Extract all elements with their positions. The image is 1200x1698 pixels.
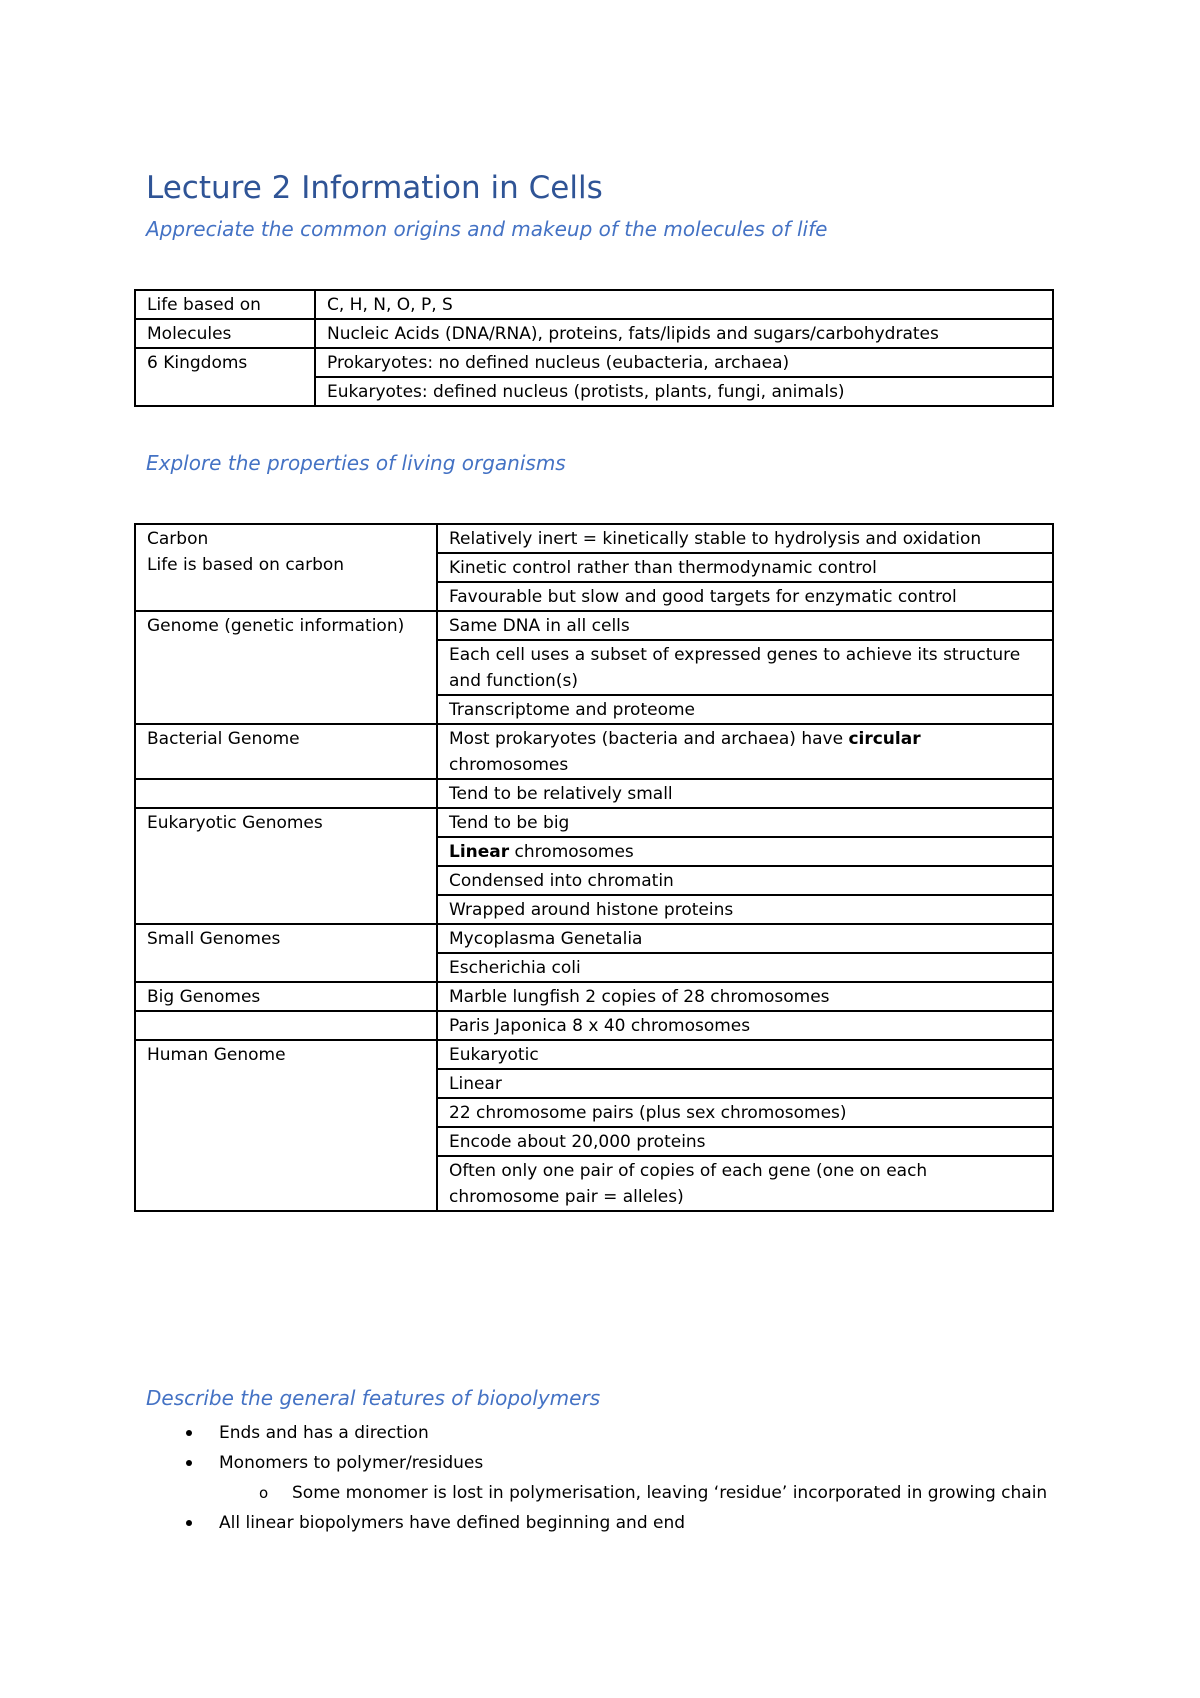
sub-list-item xyxy=(146,1478,1066,1508)
table-cell-empty xyxy=(135,779,437,808)
table-cell-value: Condensed into chromatin xyxy=(437,866,1053,895)
list-item-text: Some monomer is lost in polymerisation, leaving ‘residue’ incorporated in growing chain xyxy=(292,1483,1048,1503)
table-row xyxy=(135,808,1053,837)
section-heading-molecules: Appreciate the common origins and makeup of the molecules of life xyxy=(146,217,828,241)
table-cell-value: Same DNA in all cells xyxy=(437,611,1053,640)
table-cell-label xyxy=(135,524,437,611)
bullet-icon xyxy=(186,1460,192,1466)
text-run: chromosomes xyxy=(449,755,569,775)
table-row xyxy=(135,1011,1053,1040)
table-cell-value: Eukaryotic xyxy=(437,1040,1053,1069)
bold-text: Linear xyxy=(449,842,510,862)
carbon-sublabel: Life is based on carbon xyxy=(147,555,345,575)
table-cell-value: Favourable but slow and good targets for enzymatic control xyxy=(437,582,1053,611)
table-cell-value: Eukaryotes: defined nucleus (protists, plants, fungi, animals) xyxy=(315,377,1053,406)
table-row xyxy=(135,924,1053,953)
table-cell-value: Paris Japonica 8 x 40 chromosomes xyxy=(437,1011,1053,1040)
table-cell-value: Marble lungfish 2 copies of 28 chromosomes xyxy=(437,982,1053,1011)
table-row xyxy=(135,779,1053,808)
list-item xyxy=(146,1508,1066,1538)
table-cell-value: Transcriptome and proteome xyxy=(437,695,1053,724)
table-cell-empty xyxy=(135,1011,437,1040)
table-cell-label: Molecules xyxy=(135,319,315,348)
table-cell-value: Prokaryotes: no defined nucleus (eubacteria, archaea) xyxy=(315,348,1053,377)
table-row xyxy=(135,290,1053,319)
table-row xyxy=(135,319,1053,348)
table-cell-value: Escherichia coli xyxy=(437,953,1053,982)
list-item-text: All linear biopolymers have defined beginning and end xyxy=(219,1513,686,1533)
table-cell-label: Life based on xyxy=(135,290,315,319)
table-row xyxy=(135,348,1053,377)
text-run: Most prokaryotes (bacteria and archaea) have xyxy=(449,729,849,749)
table-cell-label: Bacterial Genome xyxy=(135,724,437,779)
table-cell-value: Relatively inert = kinetically stable to hydrolysis and oxidation xyxy=(437,524,1053,553)
table-row xyxy=(135,524,1053,553)
table-row xyxy=(135,611,1053,640)
table-row xyxy=(135,1040,1053,1069)
table-cell-value: Mycoplasma Genetalia xyxy=(437,924,1053,953)
table-cell-value: C, H, N, O, P, S xyxy=(315,290,1053,319)
table-cell-value: Tend to be relatively small xyxy=(437,779,1053,808)
page-title: Lecture 2 Information in Cells xyxy=(146,170,603,206)
table-cell-value: Kinetic control rather than thermodynamic control xyxy=(437,553,1053,582)
list-item xyxy=(146,1448,1066,1478)
table-cell-value: Wrapped around histone proteins xyxy=(437,895,1053,924)
list-item-text: Ends and has a direction xyxy=(219,1423,429,1443)
table-cell-value: Linear xyxy=(437,1069,1053,1098)
bullet-icon xyxy=(186,1520,192,1526)
properties-table xyxy=(134,523,1054,1212)
table-cell-value: Tend to be big xyxy=(437,808,1053,837)
list-item xyxy=(146,1418,1066,1448)
life-basics-table xyxy=(134,289,1054,407)
list-item-text: Monomers to polymer/residues xyxy=(219,1453,484,1473)
bullet-icon xyxy=(186,1430,192,1436)
table-cell-value xyxy=(437,724,1053,779)
biopolymer-bullet-list xyxy=(146,1418,1066,1538)
table-cell-label: Genome (genetic information) xyxy=(135,611,437,724)
bold-text: circular xyxy=(848,729,921,749)
table-row xyxy=(135,982,1053,1011)
circle-bullet-icon: o xyxy=(259,1484,269,1502)
table-cell-label: Human Genome xyxy=(135,1040,437,1211)
table-cell-value: 22 chromosome pairs (plus sex chromosomes) xyxy=(437,1098,1053,1127)
table-cell-label: 6 Kingdoms xyxy=(135,348,315,406)
carbon-label: Carbon xyxy=(147,529,209,549)
table-cell-label: Small Genomes xyxy=(135,924,437,982)
table-cell-value: Each cell uses a subset of expressed genes to achieve its structure and function(s) xyxy=(437,640,1053,695)
section-heading-properties: Explore the properties of living organisms xyxy=(146,451,566,475)
table-cell-value: Encode about 20,000 proteins xyxy=(437,1127,1053,1156)
table-cell-value: Often only one pair of copies of each gene (one on each chromosome pair = alleles) xyxy=(437,1156,1053,1211)
text-run: chromosomes xyxy=(509,842,634,862)
table-cell-label: Eukaryotic Genomes xyxy=(135,808,437,924)
table-cell-label: Big Genomes xyxy=(135,982,437,1011)
table-row xyxy=(135,724,1053,779)
table-cell-value xyxy=(437,837,1053,866)
section-heading-biopolymers: Describe the general features of biopolymers xyxy=(146,1386,601,1410)
table-cell-value: Nucleic Acids (DNA/RNA), proteins, fats/lipids and sugars/carbohydrates xyxy=(315,319,1053,348)
